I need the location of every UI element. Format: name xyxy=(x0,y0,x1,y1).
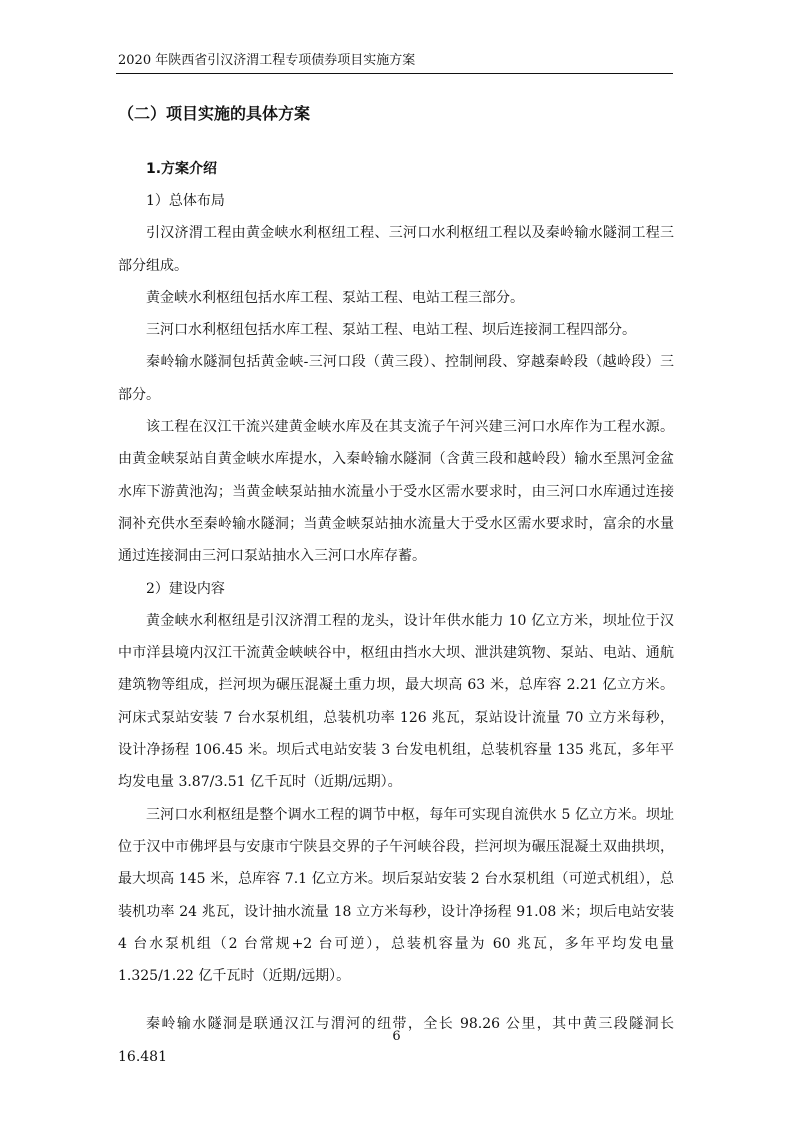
paragraph-water-source: 该工程在汉江干流兴建黄金峡水库及在其支流子午河兴建三河口水库作为工程水源。由黄金峡泵站自黄金峡水库提水，入秦岭输水隧洞（含黄三段和越岭段）输水至黑河金盆水库下游黄池沟；当黄金峡泵站抽水流量小于受水区需水要求时，由三河口水库通过连接洞补充供水至秦岭输水隧洞；当黄金峡泵站抽水流量大于受水区需水要求时，富余的水量通过连接洞由三河口泵站抽水入三河口水库存蓄。 xyxy=(118,419,674,565)
header-divider xyxy=(116,73,673,74)
item-heading-construction-content: 2）建设内容 xyxy=(146,580,225,597)
item-heading-overall-layout: 1）总体布局 xyxy=(146,193,225,209)
paragraph-sanhekou-hub: 三河口水利枢纽包括水库工程、泵站工程、电站工程、坝后连接洞工程四部分。 xyxy=(146,322,636,339)
paragraph-sanhekou-details: 三河口水利枢纽是整个调水工程的调节中枢，每年可实现自流供水 5 亿立方米。坝址位于汉中市佛坪县与安康市宁陕县交界的子午河峡谷段，拦河坝为碾压混凝土双曲拱坝，最大坝高 145 米，总库容 7.1 亿立方米。坝后泵站安装 2 台水泵机组（可逆式机组），总装机功率 24 兆瓦，设计抽水流量 18 立方米每秒，设计净扬程 91.08 米；坝后电站安装 4 台水泵机组（2 台常规+2 台可逆），总装机容量为 60 兆瓦，多年平均发电量 1.325/1.22 亿千瓦时（近期/远期）。 xyxy=(118,806,674,985)
paragraph-huangjinxia-hub: 黄金峡水利枢纽包括水库工程、泵站工程、电站工程三部分。 xyxy=(146,289,524,306)
subsection-heading: 1.方案介绍 xyxy=(146,161,218,177)
page-body xyxy=(118,95,674,1073)
running-header: 2020 年陕西省引汉济渭工程专项债券项目实施方案 xyxy=(118,53,416,68)
paragraph-qinling-tunnel-details: 秦岭输水隧洞是联通汉江与渭河的纽带，全长 98.26 公里，其中黄三段隧洞长 16.481 xyxy=(118,1016,674,1065)
section-heading: （二）项目实施的具体方案 xyxy=(118,104,311,123)
paragraph-huangjinxia-details: 黄金峡水利枢纽是引汉济渭工程的龙头，设计年供水能力 10 亿立方米，坝址位于汉中市洋县境内汉江干流黄金峡峡谷中，枢纽由挡水大坝、泄洪建筑物、泵站、电站、通航建筑物等组成，拦河坝为碾压混凝土重力坝，最大坝高 63 米，总库容 2.21 亿立方米。河床式泵站安装 7 台水泵机组，总装机功率 126 兆瓦，泵站设计流量 70 立方米每秒，设计净扬程 106.45 米。坝后式电站安装 3 台发电机组，总装机容量 135 兆瓦，多年平均发电量 3.87/3.51 亿千瓦时（近期/远期）。 xyxy=(118,612,674,791)
page-number: 6 xyxy=(392,1029,401,1044)
paragraph-qinling-tunnel: 秦岭输水隧洞包括黄金峡-三河口段（黄三段）、控制闸段、穿越秦岭段（越岭段）三部分。 xyxy=(118,354,674,403)
paragraph-project-composition: 引汉济渭工程由黄金峡水利枢纽工程、三河口水利枢纽工程以及秦岭输水隧洞工程三部分组成。 xyxy=(118,225,674,274)
